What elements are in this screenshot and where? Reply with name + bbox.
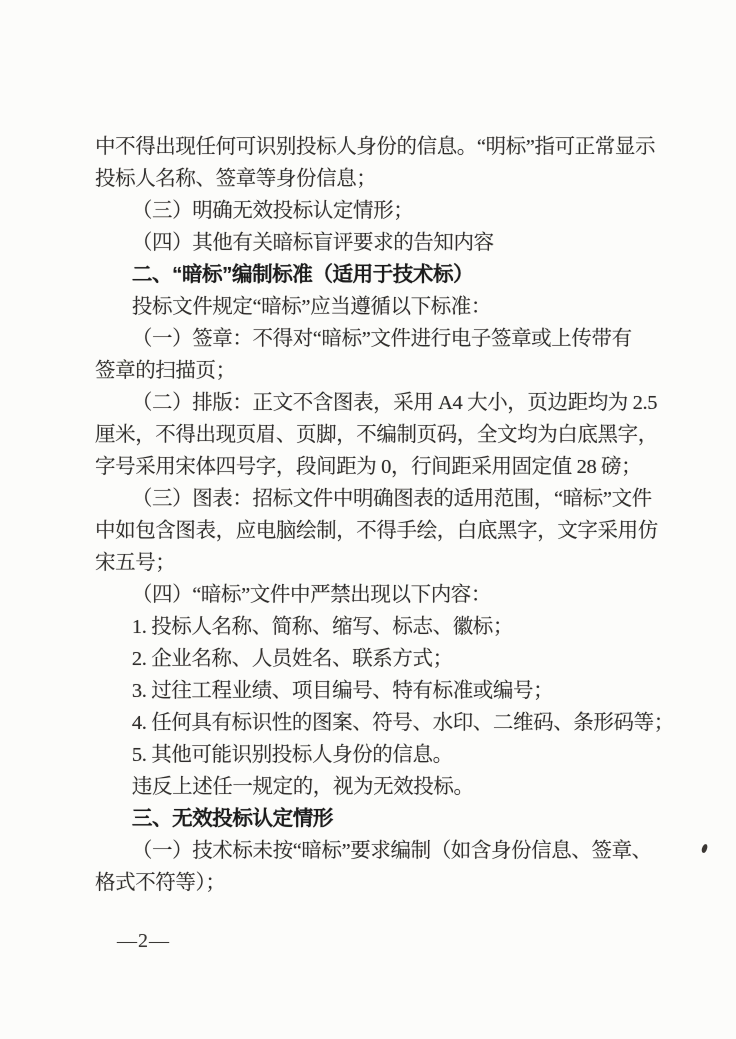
document-line: （四）其他有关暗标盲评要求的告知内容 xyxy=(131,232,494,254)
document-line: 签章的扫描页； xyxy=(95,360,236,382)
document-line: （一）技术标未按“暗标”要求编制（如含身份信息、签章、 xyxy=(131,840,652,862)
document-line: 格式不符等）； xyxy=(95,872,226,894)
document-line: 违反上述任一规定的，视为无效投标。 xyxy=(131,776,474,798)
document-list-item: 5. 其他可能识别投标人身份的信息。 xyxy=(131,744,453,766)
document-line: （三）明确无效投标认定情形； xyxy=(131,200,414,222)
document-list-item: 1. 投标人名称、简称、缩写、标志、徽标； xyxy=(131,616,513,638)
document-line: （一）签章：不得对“暗标”文件进行电子签章或上传带有 xyxy=(131,328,632,350)
document-list-item: 4. 任何具有标识性的图案、符号、水印、二维码、条形码等； xyxy=(131,712,674,734)
document-line: 投标文件规定“暗标”应当遵循以下标准： xyxy=(131,296,491,318)
document-body xyxy=(95,131,674,899)
section-heading: 二、“暗标”编制标准（适用于技术标） xyxy=(131,263,474,286)
ink-speck xyxy=(701,844,708,854)
document-line: （四）“暗标”文件中严禁出现以下内容： xyxy=(131,584,491,606)
document-line: 中不得出现任何可识别投标人身份的信息。“明标”指可正常显示 xyxy=(95,136,656,158)
document-line: 宋五号； xyxy=(95,552,176,574)
document-line: 中如包含图表，应电脑绘制，不得手绘，白底黑字，文字采用仿 xyxy=(95,520,658,542)
document-list-item: 2. 企业名称、人员姓名、联系方式； xyxy=(131,648,453,670)
page-number: —2— xyxy=(117,930,170,952)
document-line: （三）图表：招标文件中明确图表的适用范围，“暗标”文件 xyxy=(131,488,652,510)
document-line: （二）排版：正文不含图表，采用 A4 大小，页边距均为 2.5 xyxy=(131,392,658,414)
document-line: 字号采用宋体四号字，段间距为 0，行间距采用固定值 28 磅； xyxy=(95,456,642,478)
section-heading: 三、无效投标认定情形 xyxy=(131,807,333,830)
document-line: 厘米，不得出现页眉、页脚，不编制页码，全文均为白底黑字， xyxy=(95,424,658,446)
document-list-item: 3. 过往工程业绩、项目编号、特有标准或编号； xyxy=(131,680,554,702)
document-line: 投标人名称、签章等身份信息； xyxy=(95,168,377,190)
